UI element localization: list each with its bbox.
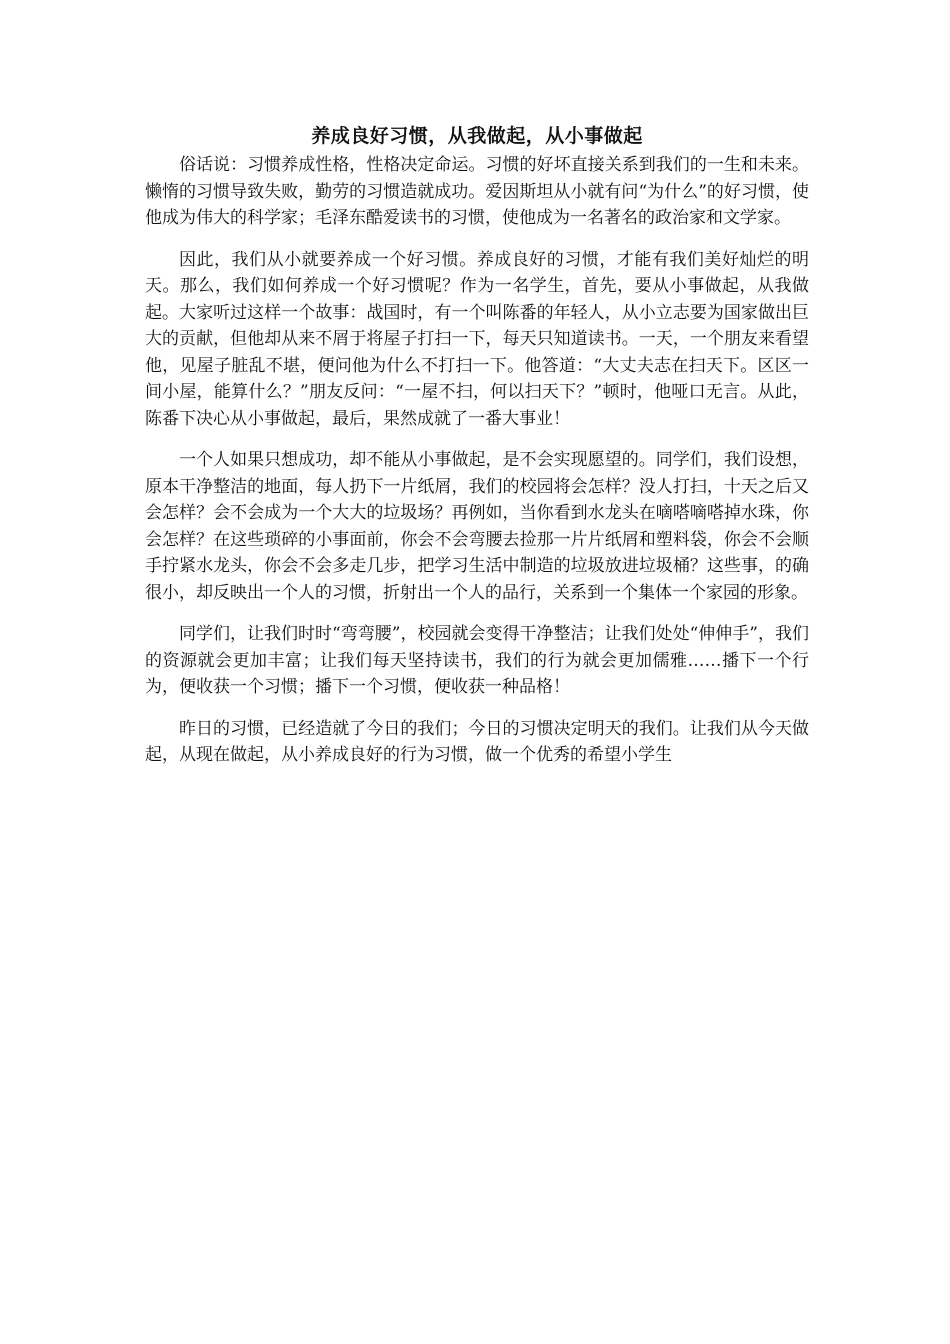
paragraph-2: 因此，我们从小就要养成一个好习惯。养成良好的习惯，才能有我们美好灿烂的明天。那么，我们如何养成一个好习惯呢？作为一名学生，首先，要从小事做起，从我做起。大家听过这样一个故事：战国时，有一个叫陈番的年轻人，从小立志要为国家做出巨大的贡献，但他却从来不屑于将屋子打扫一下，每天只知道读书。一天，一个朋友来看望他，见屋子脏乱不堪，便问他为什么不打扫一下。他答道：“大丈夫志在扫天下。区区一间小屋，能算什么？”朋友反问：“一屋不扫，何以扫天下？”顿时，他哑口无言。从此，陈番下决心从小事做起，最后，果然成就了一番大事业！ xyxy=(145,249,809,429)
paragraph-3: 一个人如果只想成功，却不能从小事做起，是不会实现愿望的。同学们，我们设想，原本干净整洁的地面，每人扔下一片纸屑，我们的校园将会怎样？没人打扫，十天之后又会怎样？会不会成为一个大大的垃圾场？再例如，当你看到水龙头在嘀嗒嘀嗒掉水珠，你会怎样？在这些琐碎的小事面前，你会不会弯腰去捡那一片片纸屑和塑料袋，你会不会顺手拧紧水龙头，你会不会多走几步，把学习生活中制造的垃圾放进垃圾桶？这些事，的确很小，却反映出一个人的习惯，折射出一个人的品行，关系到一个集体一个家园的形象。 xyxy=(145,450,809,603)
paragraph-5: 昨日的习惯，已经造就了今日的我们；今日的习惯决定明天的我们。让我们从今天做起，从现在做起，从小养成良好的行为习惯，做一个优秀的希望小学生 xyxy=(145,718,809,765)
document-title: 养成良好习惯，从我做起，从小事做起 xyxy=(311,125,643,147)
paragraph-4: 同学们，让我们时时“弯弯腰”，校园就会变得干净整洁；让我们处处“伸伸手”，我们的资源就会更加丰富；让我们每天坚持读书，我们的行为就会更加儒雅……播下一个行为，便收获一个习惯；播下一个习惯，便收获一种品格！ xyxy=(145,624,809,697)
document-page xyxy=(145,122,809,784)
paragraph-1: 俗话说：习惯养成性格，性格决定命运。习惯的好坏直接关系到我们的一生和未来。懒惰的习惯导致失败，勤劳的习惯造就成功。爱因斯坦从小就有问“为什么”的好习惯，使他成为伟大的科学家；毛泽东酷爱读书的习惯，使他成为一名著名的政治家和文学家。 xyxy=(145,155,809,228)
